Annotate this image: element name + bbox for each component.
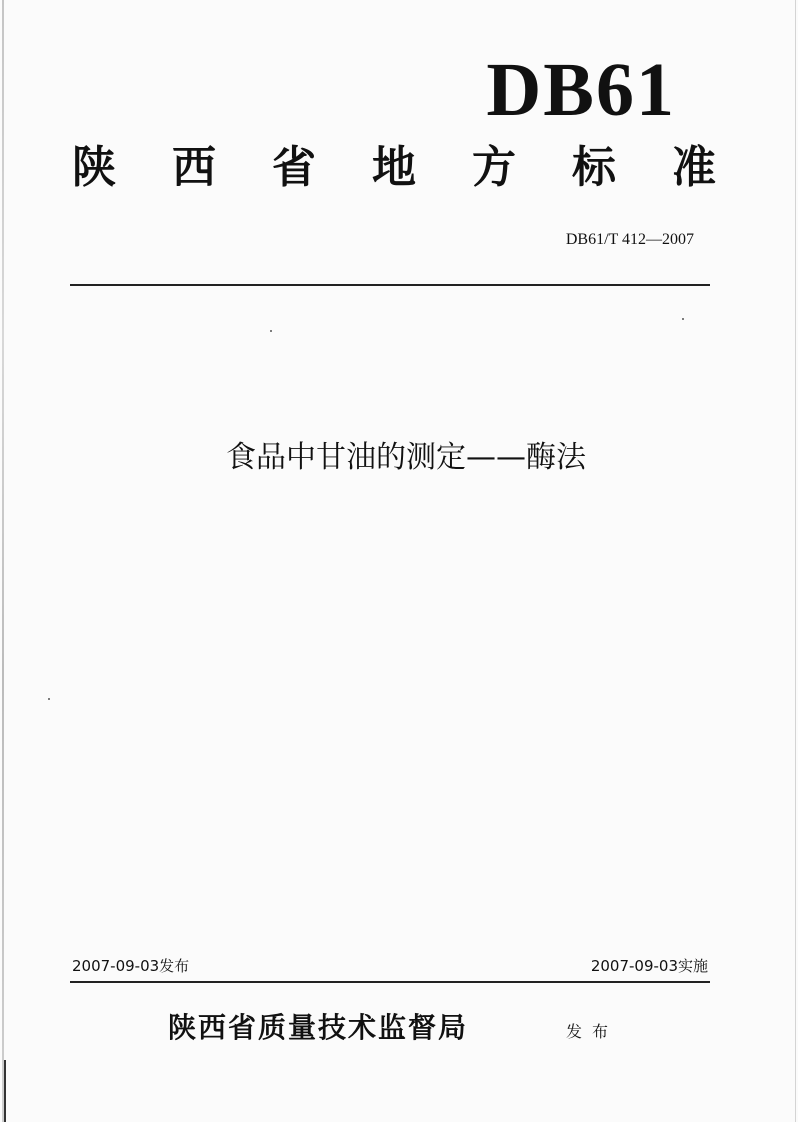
standard-type-title — [72, 142, 716, 193]
scan-speck — [48, 698, 50, 700]
scan-edge-right — [795, 0, 796, 1122]
scan-edge-left — [2, 0, 4, 1122]
publisher-name: 陕西省质量技术监督局 — [168, 1011, 469, 1044]
standard-type-char: 地 — [372, 142, 416, 193]
publish-date: 2007-09-03发布 — [72, 957, 190, 975]
standard-type-char: 标 — [572, 142, 616, 193]
standard-type-char: 陕 — [72, 142, 116, 193]
standard-number: DB61/T 412—2007 — [565, 231, 694, 248]
standard-code-logo: DB61 — [486, 48, 676, 132]
standard-type-char: 准 — [672, 142, 716, 193]
scan-speck — [270, 330, 272, 332]
effective-date: 2007-09-03实施 — [590, 957, 708, 975]
standard-type-char: 方 — [472, 142, 516, 193]
document-title: 食品中甘油的测定——酶法 — [226, 440, 586, 475]
scan-speck — [682, 318, 684, 320]
header-divider — [70, 284, 710, 286]
standard-type-char: 西 — [172, 142, 216, 193]
publish-label: 发布 — [566, 1022, 619, 1041]
scan-edge-mark — [4, 1060, 6, 1122]
footer-divider — [70, 981, 710, 983]
standard-type-char: 省 — [272, 142, 316, 193]
